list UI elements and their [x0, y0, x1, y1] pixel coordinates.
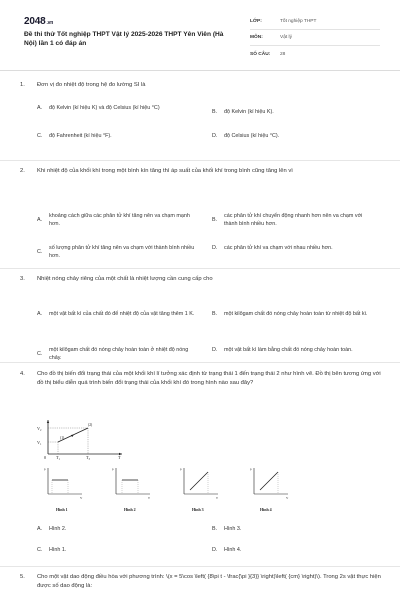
header-divider: [0, 70, 400, 71]
meta-key: MÔN:: [250, 35, 263, 40]
axis-label-t: T: [148, 496, 150, 500]
meta-row-count: [250, 46, 380, 62]
option-c[interactable]: [37, 346, 197, 362]
question-divider: [0, 566, 400, 567]
figure-caption-2: Hình 2: [124, 507, 136, 512]
option-letter: B.: [212, 526, 218, 532]
logo-suffix: .vn: [46, 20, 54, 26]
label-state1: (1): [60, 436, 65, 440]
axis-label-p: p: [180, 467, 182, 471]
meta-row-subject: [250, 30, 380, 46]
figure-caption-4: Hình 4: [260, 507, 272, 512]
question-text: Cho một vật dao động điều hòa với phương trình: \(x = 5\cos \left( {8\pi t - \frac{\pi }{3}} \right)\left( {cm} \right)\). Trong 2s vật thực hiện được số dao động là:: [37, 574, 381, 589]
option-text: các phân tử khí chuyển động nhanh hơn nên va chạm với thành bình nhiều hơn.: [224, 212, 363, 227]
option-text: độ Kelvin (kí hiệu K).: [224, 108, 274, 115]
axis-label-p: p: [250, 467, 252, 471]
option-text: một vật bất kì của chất đó để nhiệt độ của vật tăng thêm 1 K.: [49, 310, 195, 317]
option-d[interactable]: [212, 244, 372, 252]
option-text: một kilôgam chất đó nóng chảy hoàn toàn từ nhiệt độ bất kì.: [224, 310, 368, 317]
option-letter: A.: [37, 526, 43, 532]
option-letter: B.: [212, 108, 218, 115]
question-number: 4.: [20, 371, 25, 377]
label-t3: T₃: [86, 455, 91, 460]
option-b[interactable]: [212, 310, 372, 318]
document-meta: [250, 14, 380, 62]
option-letter: D.: [212, 547, 218, 553]
axis-label-v: V: [286, 496, 289, 500]
question-4: [20, 370, 382, 387]
axis-label-v: V: [80, 496, 83, 500]
option-text: Hình 2.: [49, 526, 67, 532]
option-c[interactable]: [37, 244, 197, 260]
option-letter: B.: [212, 216, 218, 223]
question-2: [20, 167, 382, 259]
document-header: [0, 0, 400, 68]
main-vt-graph: [36, 418, 126, 460]
option-text: Hình 4.: [224, 547, 242, 553]
option-a[interactable]: [37, 310, 197, 318]
label-t1: T₁: [56, 455, 61, 460]
label-t-axis: T: [118, 455, 121, 460]
option-d[interactable]: [212, 546, 372, 554]
option-text: một vật bất kì làm bằng chất đó nóng chảy hoàn toàn.: [224, 346, 353, 353]
option-letter: D.: [212, 132, 218, 139]
meta-key: LỚP:: [250, 19, 262, 24]
option-letter: C.: [37, 132, 43, 139]
document-title: Đề thi thử Tốt nghiệp THPT Vật lý 2025-2026 THPT Yên Viên (Hà Nội) lần 1 có đáp án: [24, 31, 224, 47]
axis-label-p: p: [44, 467, 46, 471]
option-letter: A.: [37, 104, 43, 111]
option-c[interactable]: [37, 132, 197, 140]
option-d[interactable]: [212, 132, 372, 140]
option-letter: A.: [37, 310, 43, 317]
label-v2: V₂: [37, 426, 42, 431]
meta-key: SỐ CÂU:: [250, 51, 271, 57]
option-text: độ Fahrenheit (kí hiệu °F).: [49, 132, 112, 139]
option-text: khoảng cách giữa các phân tử khí tăng nên va chạm mạnh hơn.: [49, 212, 190, 227]
meta-value: Tốt nghiệp THPT: [280, 19, 317, 24]
question-number: 2.: [20, 168, 25, 174]
meta-value: 28: [280, 51, 286, 57]
question-number: 5.: [20, 574, 25, 580]
option-b[interactable]: [212, 525, 372, 533]
question-number: 1.: [20, 82, 25, 88]
option-text: các phân tử khí va chạm với nhau nhiều hơn.: [224, 244, 333, 251]
figure-caption-1: Hình 1: [56, 507, 68, 512]
figure-hinh-4: [250, 467, 289, 500]
question-5: [20, 573, 382, 590]
question-1: [20, 81, 382, 139]
figure-hinh-2: [112, 467, 150, 500]
question-text: Khi nhiệt độ của khối khí trong một bình kín tăng thì áp suất của khối khí trong bình cũng tăng lên vì: [37, 168, 293, 174]
question-text: Đơn vị đo nhiệt độ trong hệ đo lường SI là: [37, 82, 146, 88]
option-c[interactable]: [37, 546, 197, 554]
option-letter: C.: [37, 248, 43, 255]
option-letter: C.: [37, 350, 43, 357]
option-text: một kilôgam chất đó nóng chảy hoàn toàn ở nhiệt độ nóng chảy.: [49, 346, 189, 361]
question-divider: [0, 362, 400, 363]
option-text: độ Celsius (kí hiệu °C).: [224, 132, 280, 139]
option-a[interactable]: [37, 212, 197, 228]
option-b[interactable]: [212, 108, 372, 116]
question-text: Nhiệt nóng chảy riêng của một chất là nhiệt lượng cần cung cấp cho: [37, 276, 213, 282]
label-state2: (2): [88, 423, 93, 427]
axis-label-p: p: [112, 467, 114, 471]
question-3: [20, 275, 382, 361]
option-text: Hình 1.: [49, 547, 67, 553]
site-logo[interactable]: [24, 16, 53, 27]
option-letter: D.: [212, 346, 218, 353]
question-text: Cho đồ thị biến đổi trạng thái của một khối khí lí tưởng xác định từ trạng thái 1 đến trạng thái 2 như hình vẽ. Đồ thị bên tương ứng với đồ thị biểu diễn quá trình biến đổi trạng thái của khối khí đó trong hình nào sau đây?: [37, 371, 381, 386]
answer-figures: [42, 464, 322, 504]
option-text: độ Kelvin (kí hiệu K) và độ Celsius (kí hiệu °C): [49, 104, 160, 111]
question-number: 3.: [20, 276, 25, 282]
figure-hinh-3: [180, 467, 218, 500]
logo-text: 2048: [24, 16, 46, 27]
figure-caption-3: Hình 3: [192, 507, 204, 512]
option-text: Hình 3.: [224, 526, 242, 532]
option-text: số lượng phân tử khí tăng nên va chạm với thành bình nhiều hơn.: [49, 244, 195, 259]
option-a[interactable]: [37, 525, 197, 533]
option-d[interactable]: [212, 346, 372, 354]
option-letter: D.: [212, 244, 218, 251]
question-divider: [0, 268, 400, 269]
option-letter: B.: [212, 310, 218, 317]
question-divider: [0, 160, 400, 161]
option-letter: C.: [37, 547, 43, 553]
meta-value: Vật lý: [280, 35, 292, 40]
axis-label-t: T: [216, 496, 218, 500]
option-a[interactable]: [37, 104, 197, 112]
option-b[interactable]: [212, 212, 372, 228]
figure-hinh-1: [44, 467, 83, 500]
label-v1: V₁: [37, 440, 42, 445]
option-letter: A.: [37, 216, 43, 223]
meta-row-class: [250, 14, 380, 30]
label-origin: 0: [44, 455, 47, 460]
